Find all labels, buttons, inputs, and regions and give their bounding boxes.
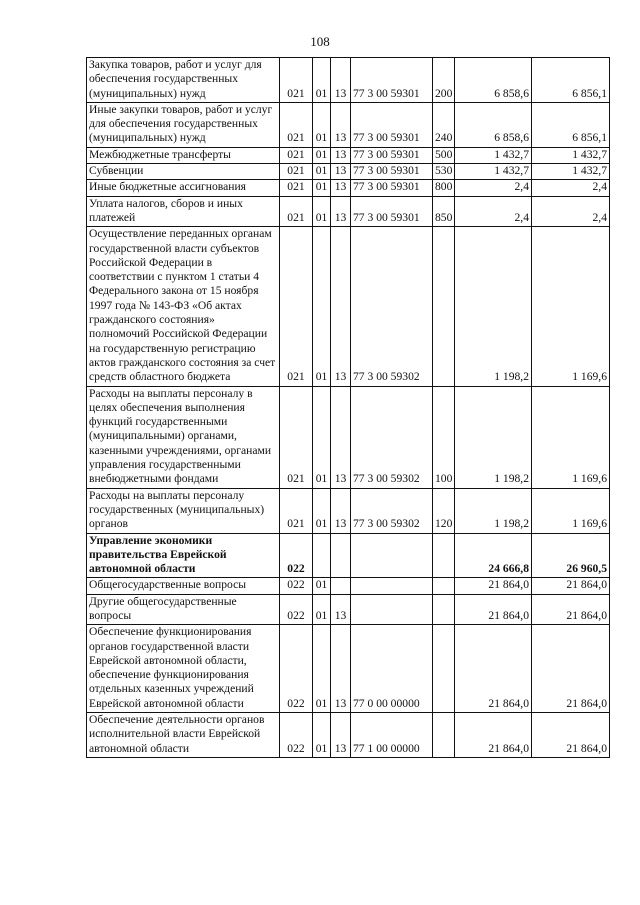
cell-amount-2: 2,4: [532, 180, 610, 196]
cell-amount-2: 21 864,0: [532, 578, 610, 594]
cell-ministry: 022: [280, 625, 313, 713]
cell-expense-type: 240: [433, 102, 455, 147]
cell-section: 01: [313, 147, 331, 163]
cell-name: Межбюджетные трансферты: [87, 147, 280, 163]
cell-expense-type: [433, 533, 455, 578]
cell-ministry: 021: [280, 227, 313, 386]
cell-amount-1: 21 864,0: [455, 713, 532, 758]
cell-subsection: 13: [331, 180, 351, 196]
cell-ministry: 021: [280, 196, 313, 227]
cell-amount-1: 2,4: [455, 196, 532, 227]
cell-target-article: 77 1 00 00000: [351, 713, 433, 758]
cell-section: 01: [313, 196, 331, 227]
cell-target-article: 77 3 00 59301: [351, 180, 433, 196]
cell-amount-2: 6 856,1: [532, 58, 610, 103]
cell-amount-1: 21 864,0: [455, 594, 532, 625]
cell-target-article: 77 3 00 59301: [351, 147, 433, 163]
cell-ministry: 021: [280, 147, 313, 163]
cell-section: 01: [313, 594, 331, 625]
cell-amount-2: 2,4: [532, 196, 610, 227]
table-row: [87, 102, 610, 147]
cell-subsection: 13: [331, 227, 351, 386]
cell-target-article: 77 3 00 59301: [351, 102, 433, 147]
cell-section: 01: [313, 386, 331, 488]
cell-amount-1: 1 198,2: [455, 227, 532, 386]
cell-ministry: 022: [280, 594, 313, 625]
cell-expense-type: 500: [433, 147, 455, 163]
cell-subsection: 13: [331, 196, 351, 227]
cell-ministry: 021: [280, 488, 313, 533]
cell-name: Уплата налогов, сборов и иных платежей: [87, 196, 280, 227]
cell-target-article: 77 3 00 59301: [351, 196, 433, 227]
cell-subsection: 13: [331, 102, 351, 147]
table-row: [87, 533, 610, 578]
cell-target-article: [351, 594, 433, 625]
cell-expense-type: [433, 578, 455, 594]
cell-ministry: 021: [280, 386, 313, 488]
cell-target-article: 77 3 00 59302: [351, 386, 433, 488]
cell-ministry: 021: [280, 58, 313, 103]
cell-expense-type: 530: [433, 164, 455, 180]
cell-ministry: 021: [280, 102, 313, 147]
cell-name: Общегосударственные вопросы: [87, 578, 280, 594]
table-row: [87, 625, 610, 713]
cell-name: Субвенции: [87, 164, 280, 180]
cell-subsection: 13: [331, 147, 351, 163]
cell-amount-2: 21 864,0: [532, 625, 610, 713]
cell-amount-2: 6 856,1: [532, 102, 610, 147]
cell-section: 01: [313, 180, 331, 196]
cell-name: Управление экономики правительства Еврейской автономной области: [87, 533, 280, 578]
cell-name: Иные бюджетные ассигнования: [87, 180, 280, 196]
table-row: [87, 58, 610, 103]
cell-target-article: 77 3 00 59301: [351, 164, 433, 180]
cell-name: Другие общегосударственные вопросы: [87, 594, 280, 625]
cell-amount-2: 1 432,7: [532, 147, 610, 163]
cell-subsection: 13: [331, 713, 351, 758]
table-row: [87, 578, 610, 594]
cell-section: 01: [313, 578, 331, 594]
table-row: [87, 713, 610, 758]
cell-subsection: 13: [331, 625, 351, 713]
cell-amount-1: 1 198,2: [455, 488, 532, 533]
cell-subsection: [331, 533, 351, 578]
cell-amount-2: 1 169,6: [532, 488, 610, 533]
cell-name: Закупка товаров, работ и услуг для обеспечения государственных (муниципальных) нужд: [87, 58, 280, 103]
cell-expense-type: [433, 713, 455, 758]
table-row: [87, 196, 610, 227]
cell-amount-2: 21 864,0: [532, 594, 610, 625]
cell-target-article: 77 3 00 59302: [351, 488, 433, 533]
cell-name: Расходы на выплаты персоналу в целях обеспечения выполнения функций государственными (муниципальными) органами, казенными учреждениями, органами управления государственными внебюджетными фондами: [87, 386, 280, 488]
cell-amount-1: 24 666,8: [455, 533, 532, 578]
cell-section: 01: [313, 102, 331, 147]
cell-amount-1: 2,4: [455, 180, 532, 196]
cell-target-article: 77 0 00 00000: [351, 625, 433, 713]
cell-name: Иные закупки товаров, работ и услуг для обеспечения государственных (муниципальных) нужд: [87, 102, 280, 147]
cell-section: 01: [313, 713, 331, 758]
cell-amount-1: 1 198,2: [455, 386, 532, 488]
cell-subsection: 13: [331, 594, 351, 625]
cell-subsection: 13: [331, 488, 351, 533]
cell-amount-2: 1 169,6: [532, 386, 610, 488]
cell-ministry: 022: [280, 578, 313, 594]
cell-section: [313, 533, 331, 578]
page-number: 108: [310, 34, 330, 49]
cell-name: Расходы на выплаты персоналу государственных (муниципальных) органов: [87, 488, 280, 533]
cell-name: Обеспечение деятельности органов исполнительной власти Еврейской автономной области: [87, 713, 280, 758]
cell-amount-2: 21 864,0: [532, 713, 610, 758]
cell-amount-1: 1 432,7: [455, 147, 532, 163]
cell-name: Осуществление переданных органам государственной власти субъектов Российской Федерации в соответствии с пунктом 1 статьи 4 Федерального закона от 15 ноября 1997 года № 143-ФЗ «Об актах гражданского состояния» полномочий Российской Федерации на государственную регистрацию актов гражданского состояния за счет средств областного бюджета: [87, 227, 280, 386]
cell-amount-1: 6 858,6: [455, 102, 532, 147]
cell-target-article: 77 3 00 59302: [351, 227, 433, 386]
cell-expense-type: 850: [433, 196, 455, 227]
cell-ministry: 022: [280, 713, 313, 758]
table-row: [87, 386, 610, 488]
cell-target-article: [351, 578, 433, 594]
cell-amount-2: 1 169,6: [532, 227, 610, 386]
cell-ministry: 021: [280, 180, 313, 196]
cell-amount-1: 21 864,0: [455, 625, 532, 713]
cell-ministry: 021: [280, 164, 313, 180]
cell-section: 01: [313, 164, 331, 180]
cell-ministry: 022: [280, 533, 313, 578]
cell-amount-1: 6 858,6: [455, 58, 532, 103]
cell-expense-type: 100: [433, 386, 455, 488]
cell-subsection: 13: [331, 386, 351, 488]
table-row: [87, 147, 610, 163]
cell-target-article: 77 3 00 59301: [351, 58, 433, 103]
budget-table: [86, 57, 610, 758]
cell-section: 01: [313, 625, 331, 713]
cell-amount-1: 21 864,0: [455, 578, 532, 594]
cell-subsection: 13: [331, 164, 351, 180]
cell-section: 01: [313, 488, 331, 533]
cell-section: 01: [313, 58, 331, 103]
cell-subsection: 13: [331, 58, 351, 103]
table-row: [87, 594, 610, 625]
cell-amount-2: 1 432,7: [532, 164, 610, 180]
table-row: [87, 164, 610, 180]
cell-amount-1: 1 432,7: [455, 164, 532, 180]
cell-subsection: [331, 578, 351, 594]
cell-expense-type: [433, 227, 455, 386]
cell-target-article: [351, 533, 433, 578]
table-row: [87, 227, 610, 386]
cell-expense-type: [433, 594, 455, 625]
cell-expense-type: 120: [433, 488, 455, 533]
cell-amount-2: 26 960,5: [532, 533, 610, 578]
cell-expense-type: [433, 625, 455, 713]
cell-expense-type: 200: [433, 58, 455, 103]
table-row: [87, 488, 610, 533]
cell-expense-type: 800: [433, 180, 455, 196]
cell-name: Обеспечение функционирования органов государственной власти Еврейской автономной области, обеспечение функционирования отдельных казенных учреждений Еврейской автономной области: [87, 625, 280, 713]
cell-section: 01: [313, 227, 331, 386]
table-row: [87, 180, 610, 196]
